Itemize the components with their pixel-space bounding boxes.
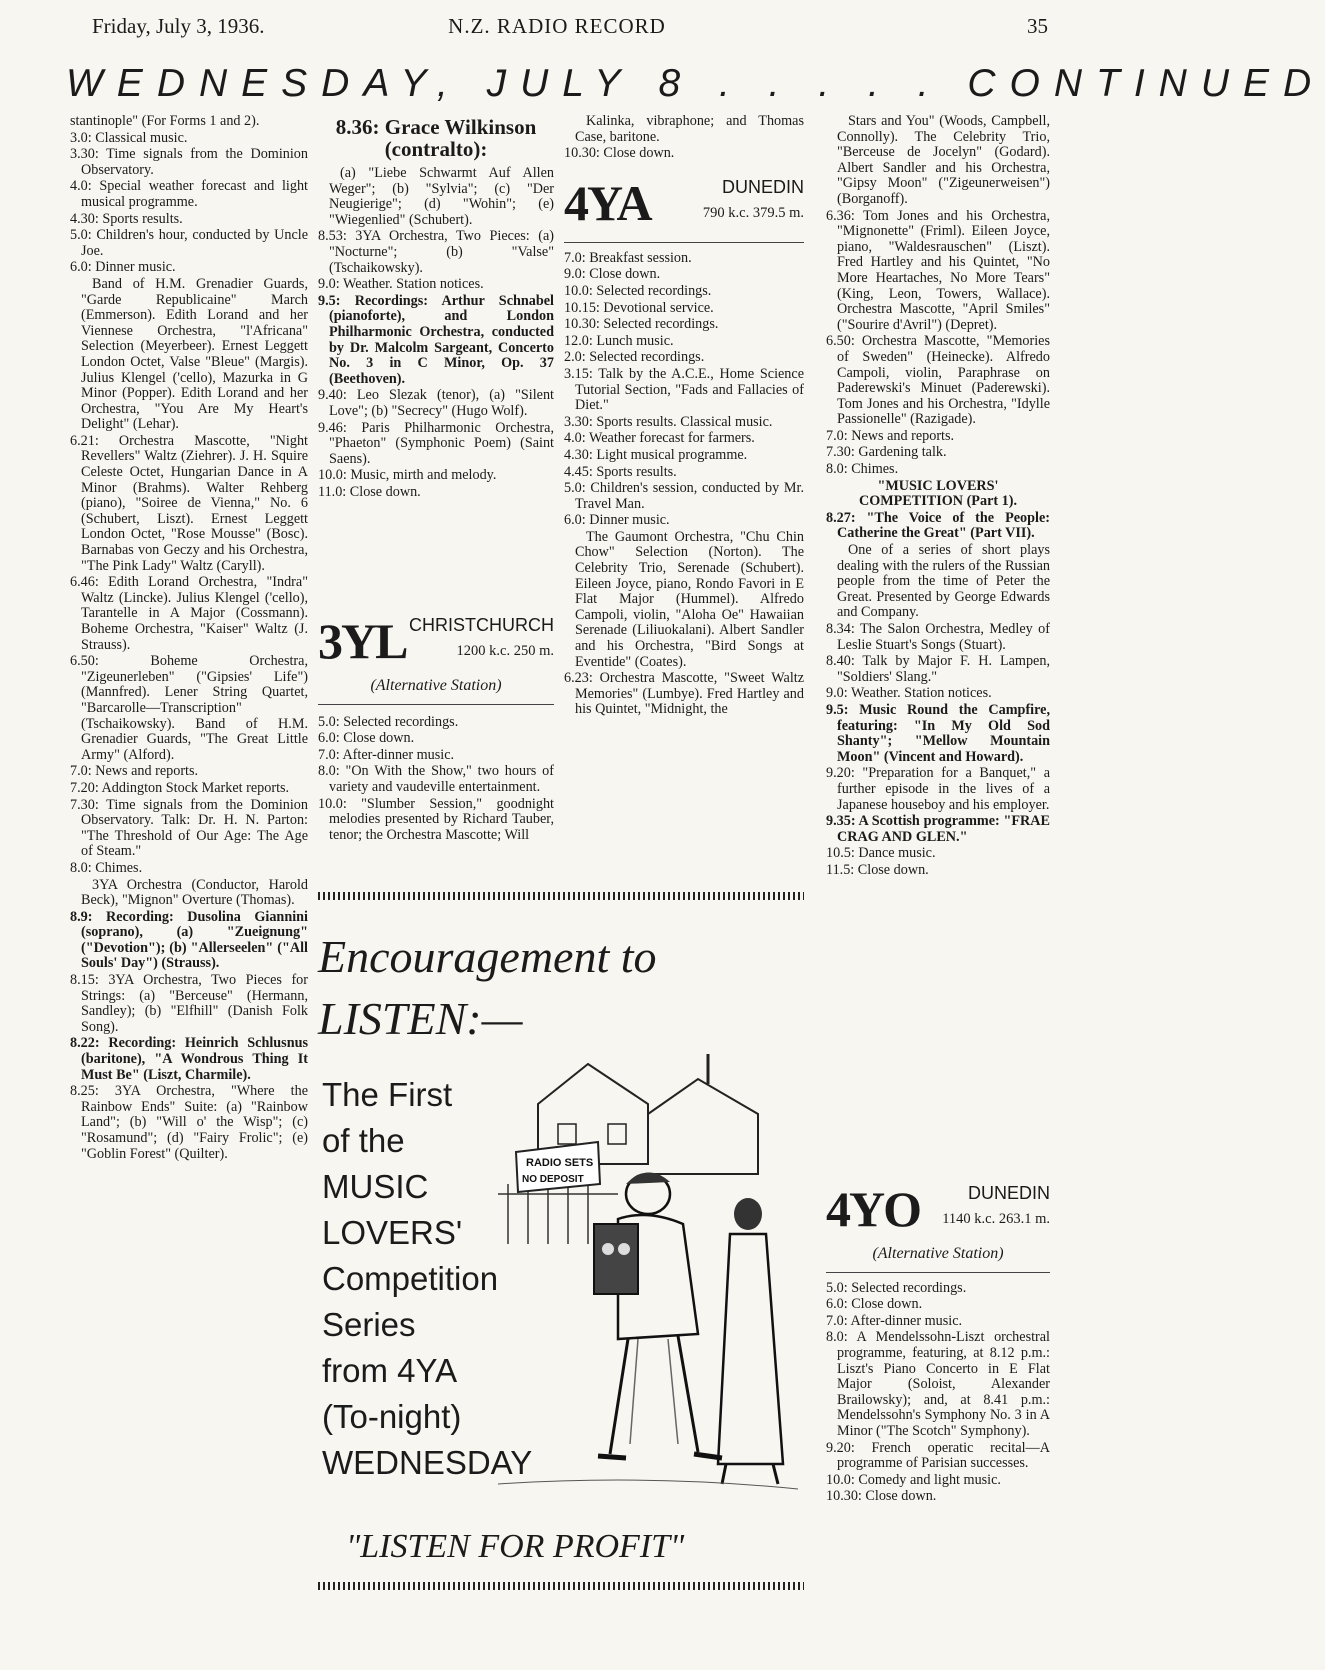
station-call-sign: 4YO (826, 1181, 920, 1237)
feature-heading: 8.36: Grace Wilkinson (contralto): (335, 115, 537, 161)
listing-entry: 9.0: Weather. Station notices. (826, 685, 992, 702)
ad-illustration (498, 1044, 798, 1504)
column-4 (826, 114, 1050, 1164)
decorative-rule (318, 892, 804, 900)
listing-entry: 4.0: Special weather forecast and light musical programme. (70, 178, 308, 210)
masthead: N.Z. RADIO RECORD (448, 14, 666, 38)
ad-blurb-line: of the (322, 1122, 405, 1159)
station-call-sign: 4YA (564, 174, 651, 231)
station-header (826, 1182, 1050, 1238)
station-4yo (826, 1168, 1050, 1668)
listing-entry: 7.30: Time signals from the Dominion Observatory. Talk: Dr. H. N. Parton: "The Threshold of Our Age: The Age of Steam." (70, 796, 308, 860)
station-call-sign: 3YL (318, 613, 407, 669)
listing-entry: 9.0: Weather. Station notices. (318, 276, 484, 293)
listing-entry: stantinople" (For Forms 1 and 2). (70, 113, 260, 129)
listing-entry: 7.0: News and reports. (826, 427, 955, 444)
sign-text: NO DEPOSIT (522, 1174, 584, 1185)
ad-blurb-line: from 4YA (322, 1352, 458, 1389)
station-frequency: 1200 k.c. 250 m. (456, 643, 554, 659)
listing-entry: 7.0: News and reports. (70, 763, 199, 780)
listing-entry: 8.25: 3YA Orchestra, "Where the Rainbow Ends" Suite: (a) "Rainbow Land"; (b) "Will o' the Wisp"; (c) "Rosamund"; (d) "Fairy Frolic"; (e) "Goblin Forest" (Quilter). (70, 1083, 308, 1162)
column-1 (70, 114, 308, 1664)
listing-entry: 10.30: Close down. (564, 145, 675, 162)
listing-entry: 2.0: Selected recordings. (564, 349, 705, 366)
column-3 (564, 114, 804, 894)
listing-entry: 3.30: Time signals from the Dominion Observatory. (70, 146, 308, 178)
listing-entry: 4.30: Sports results. (70, 210, 183, 227)
listing-entry: 7.0: Breakfast session. (564, 249, 692, 266)
listing-entry: 5.0: Children's hour, conducted by Uncle Joe. (70, 227, 308, 259)
listing-entry: 5.0: Children's session, conducted by Mr. Travel Man. (564, 480, 804, 512)
ad-slogan: "LISTEN FOR PROFIT" (346, 1528, 685, 1565)
listing-entry: 8.0: Chimes. (70, 859, 143, 876)
listing-entry: 7.20: Addington Stock Market reports. (70, 779, 290, 796)
station-subtitle: (Alternative Station) (370, 677, 502, 694)
listing-entry: 8.9: Recording: Dusolina Giannini (soprano), (a) "Zueignung" ("Devotion"); (b) "Allerseelen" ("All Souls' Day") (Strauss). (70, 908, 308, 972)
listing-entry: 11.0: Close down. (318, 483, 421, 500)
divider (318, 704, 554, 705)
station-header (318, 614, 554, 670)
listing-entry: 4.30: Light musical programme. (564, 446, 748, 463)
listing-entry: 5.0: Selected recordings. (318, 713, 459, 730)
listing-entry: 10.0: Music, mirth and melody. (318, 467, 497, 484)
decorative-rule (318, 1582, 804, 1590)
listing-entry: 6.0: Close down. (826, 1296, 923, 1313)
listing-entry: 9.40: Leo Slezak (tenor), (a) "Silent Love"; (b) "Secrecy" (Hugo Wolf). (318, 387, 554, 419)
page-number: 35 (1027, 14, 1048, 38)
listing-entry: 10.0: "Slumber Session," goodnight melodies presented by Richard Tauber, tenor; the Orchestra Mascotte; Will (318, 795, 554, 843)
listing-entry: 7.0: After-dinner music. (318, 746, 455, 763)
listing-entry: 6.0: Dinner music. (564, 512, 670, 529)
listing-entry: 4.45: Sports results. (564, 463, 677, 480)
ad-headline: Encouragement to (318, 931, 657, 982)
listing-entry: 12.0: Lunch music. (564, 332, 674, 349)
ad-blurb-line: Series (322, 1306, 416, 1343)
listing-entry: 7.0: After-dinner music. (826, 1312, 963, 1329)
page-header (0, 14, 1114, 44)
listing-entry: 3.0: Classical music. (70, 129, 188, 146)
listing-entry: 10.5: Dance music. (826, 845, 936, 862)
listing-entry: 11.5: Close down. (826, 861, 929, 878)
ad-blurb-line: Competition (322, 1260, 499, 1297)
issue-date: Friday, July 3, 1936. (92, 14, 265, 38)
listing-entry: 8.27: "The Voice of the People: Catherine the Great" (Part VII). (826, 509, 1050, 542)
listing-entry: 9.20: "Preparation for a Banquet," a further episode in the lives of a Japanese houseboy and his employer. (826, 765, 1050, 813)
station-header (564, 176, 804, 232)
sign-text: RADIO SETS (526, 1157, 594, 1169)
listing-entry: 4.0: Weather forecast for farmers. (564, 430, 755, 447)
listing-entry: 10.0: Comedy and light music. (826, 1471, 1001, 1488)
listing-entry: 9.35: A Scottish programme: "FRAE CRAG AND GLEN." (826, 813, 1050, 845)
listing-entry: 9.5: Recordings: Arthur Schnabel (pianoforte), and London Philharmonic Orchestra, conducted by Dr. Malcolm Sargeant, Concerto No. 3 in C Minor, Op. 37 (Beethoven). (318, 292, 554, 387)
station-subtitle: (Alternative Station) (872, 1245, 1004, 1262)
listing-entry: 9.46: Paris Philharmonic Orchestra, "Phaeton" (Symphonic Poem) (Saint Saens). (318, 419, 554, 467)
competition-heading: "MUSIC LOVERS' COMPETITION (Part 1). (858, 477, 1018, 510)
advertisement (318, 904, 804, 1576)
listing-entry: 6.21: Orchestra Mascotte, "Night Revellers" Waltz (Ziehrer). J. H. Squire Celeste Octet, Hungarian Dance in A Minor (Brahms). Walter Rehberg (piano), "Soiree de Vienna," No. 6 (Schubert, Liszt). Ernest Leggett London Octet, "Rose Mousse" (Bosc). Barnabas von Geczy and his Orchestra, "The Pink Lady" Waltz (Caryll). (70, 432, 308, 574)
ad-blurb-line: WEDNESDAY (322, 1444, 533, 1481)
station-city: CHRISTCHURCH (409, 615, 554, 635)
station-frequency: 790 k.c. 379.5 m. (702, 204, 804, 221)
listing-entry: 3.30: Sports results. Classical music. (564, 413, 773, 430)
listing-entry: 6.0: Dinner music. (70, 259, 176, 276)
listing-entry: 5.0: Selected recordings. (826, 1279, 967, 1296)
listing-entry: 10.0: Selected recordings. (564, 282, 712, 299)
day-banner: WEDNESDAY, JULY 8 . . . . . CONTINUED (66, 62, 1325, 105)
listing-entry: The Gaumont Orchestra, "Chu Chin Chow" Selection (Norton). The Celebrity Trio, Serenade (Schubert). Eileen Joyce, piano, Rondo Favori in E Flat Major (Hummel). Alfredo Campoli, violin, "Aloha Oe" Hawaiian Serenade (Liliuokalani). Albert Sandler and his Orchestra, "Bird Songs at Eventide" (Coates). (575, 528, 804, 670)
station-city: DUNEDIN (967, 1183, 1050, 1203)
ad-blurb-line: (To-night) (322, 1398, 462, 1435)
listing-entry: 6.50: Boheme Orchestra, "Zigeunerleben" ("Gipsies' Life") (Mannfred). Lener String Quartet, "Barcarolle—Transcription" (Tschaikowsky). Band of H.M. Grenadier Guards, "The Great Little Army" (Alford). (70, 653, 308, 763)
listing-entry: 9.5: Music Round the Campfire, featuring: "In My Old Sod Shanty"; "Mellow Mountain Moon" (Vincent and Howard). (826, 701, 1050, 765)
listing-entry: 6.0: Close down. (318, 730, 415, 747)
listing-entry: 6.23: Orchestra Mascotte, "Sweet Waltz Memories" (Lumbye). Fred Hartley and his Quintet, "Midnight, the (564, 670, 804, 718)
listing-entry: Band of H.M. Grenadier Guards, "Garde Republicaine" March (Emmerson). Edith Lorand and her Viennese Orchestra, "l'Africana" Selection (Meyerbeer). Ernest Leggett London Octet, Valse "Bleue" (Margis). Julius Klengel ('cello), Mazurka in G Minor (Popper). Edith Lorand and her Orchestra, "You Are My Heart's Delight" (Lehar). (81, 275, 308, 433)
listing-entry: 3YA Orchestra (Conductor, Harold Beck), "Mignon" Overture (Thomas). (81, 876, 308, 909)
listing-entry: 8.34: The Salon Orchestra, Medley of Leslie Stuart's Songs (Stuart). (826, 621, 1050, 653)
listing-entry: 8.15: 3YA Orchestra, Two Pieces for Strings: (a) "Berceuse" (Hermann, Sandley); (b) "Elfhill" (Danish Folk Song). (70, 972, 308, 1035)
listing-entry: 8.0: A Mendelssohn-Liszt orchestral programme, featuring, at 8.12 p.m.: Liszt's Piano Concerto in E Flat Major (Soloist, Alexander Brailowsky); and, at 8.41 p.m.: Mendelssohn's Symphony No. 3 in A Minor ("The Scotch" Symphony). (826, 1329, 1050, 1439)
ad-blurb-line: LOVERS' (322, 1214, 463, 1251)
station-city: DUNEDIN (721, 176, 804, 197)
listing-entry: 8.0: "On With the Show," two hours of variety and vaudeville entertainment. (318, 763, 554, 795)
listing-entry: 8.0: Chimes. (826, 461, 899, 478)
listing-entry: One of a series of short plays dealing with the rulers of the Russian people from the time of Peter the Great. Presented by George Edwards and Company. (837, 542, 1050, 621)
listing-entry: 9.0: Close down. (564, 266, 661, 283)
listing-entry: 8.40: Talk by Major F. H. Lampen, "Soldiers' Slang." (826, 653, 1050, 685)
listing-entry: 6.50: Orchestra Mascotte, "Memories of Sweden" (Heinecke). Alfredo Campoli, violin, Paraphrase on Paderewski's Minuet (Paderewski). Tom Jones and his Orchestra, "Idylle Passionelle" (Razigade). (826, 333, 1050, 428)
ad-blurb-line: The First (322, 1076, 453, 1113)
listing-entry: 7.30: Gardening talk. (826, 444, 947, 461)
listing-entry: 10.15: Devotional service. (564, 299, 714, 316)
divider (826, 1272, 1050, 1273)
listing-entry: 6.36: Tom Jones and his Orchestra, "Mignonette" (Friml). Eileen Joyce, piano, "Waldesrauschen" (Liszt). Fred Hartley and his Quintet, "No More Heartaches, No More Tears" (King, Leon, Towers, Wallace). Orchestra Mascotte, "April Smiles" ("Sourire d'Avril") (Depret). (826, 207, 1050, 333)
ad-blurb-line: MUSIC (322, 1168, 429, 1205)
divider (564, 242, 804, 243)
listing-entry: 8.22: Recording: Heinrich Schlusnus (baritone), "A Wondrous Thing It Must Be" (Liszt, Charmile). (70, 1035, 308, 1083)
station-3yl (318, 600, 554, 886)
listing-entry: 9.20: French operatic recital—A programme of Parisian successes. (826, 1439, 1050, 1472)
ad-headline: LISTEN:— (318, 993, 523, 1044)
column-2 (318, 114, 554, 592)
station-frequency: 1140 k.c. 263.1 m. (942, 1211, 1050, 1227)
listing-entry: 10.30: Close down. (826, 1488, 937, 1505)
listing-entry: 10.30: Selected recordings. (564, 316, 719, 333)
listing-entry: (a) "Liebe Schwarmt Auf Allen Weger"; (b) "Sylvia"; (c) "Der Neugierige"; (d) "Wohin"; (e) "Wiegenlied" (Schubert). (329, 165, 554, 228)
listing-entry: 6.46: Edith Lorand Orchestra, "Indra" Waltz (Lincke). Julius Klengel ('cello), Tarantelle in A Major (Cossmann). Boheme Orchestra, "Kaiser" Waltz (J. Strauss). (70, 574, 308, 653)
listing-entry: Stars and You" (Woods, Campbell, Connolly). The Celebrity Trio, "Berceuse de Jocelyn" (Godard). Albert Sandler and his Orchestra, "Gipsy Moon" ("Zigeunerweisen") (Borganoff). (837, 113, 1050, 207)
listing-entry: 3.15: Talk by the A.C.E., Home Science Tutorial Section, "Fads and Fallacies of Diet." (564, 365, 804, 414)
listing-entry: Kalinka, vibraphone; and Thomas Case, baritone. (575, 113, 804, 145)
listing-entry: 8.53: 3YA Orchestra, Two Pieces: (a) "Nocturne"; (b) "Valse" (Tschaikowsky). (318, 228, 554, 276)
